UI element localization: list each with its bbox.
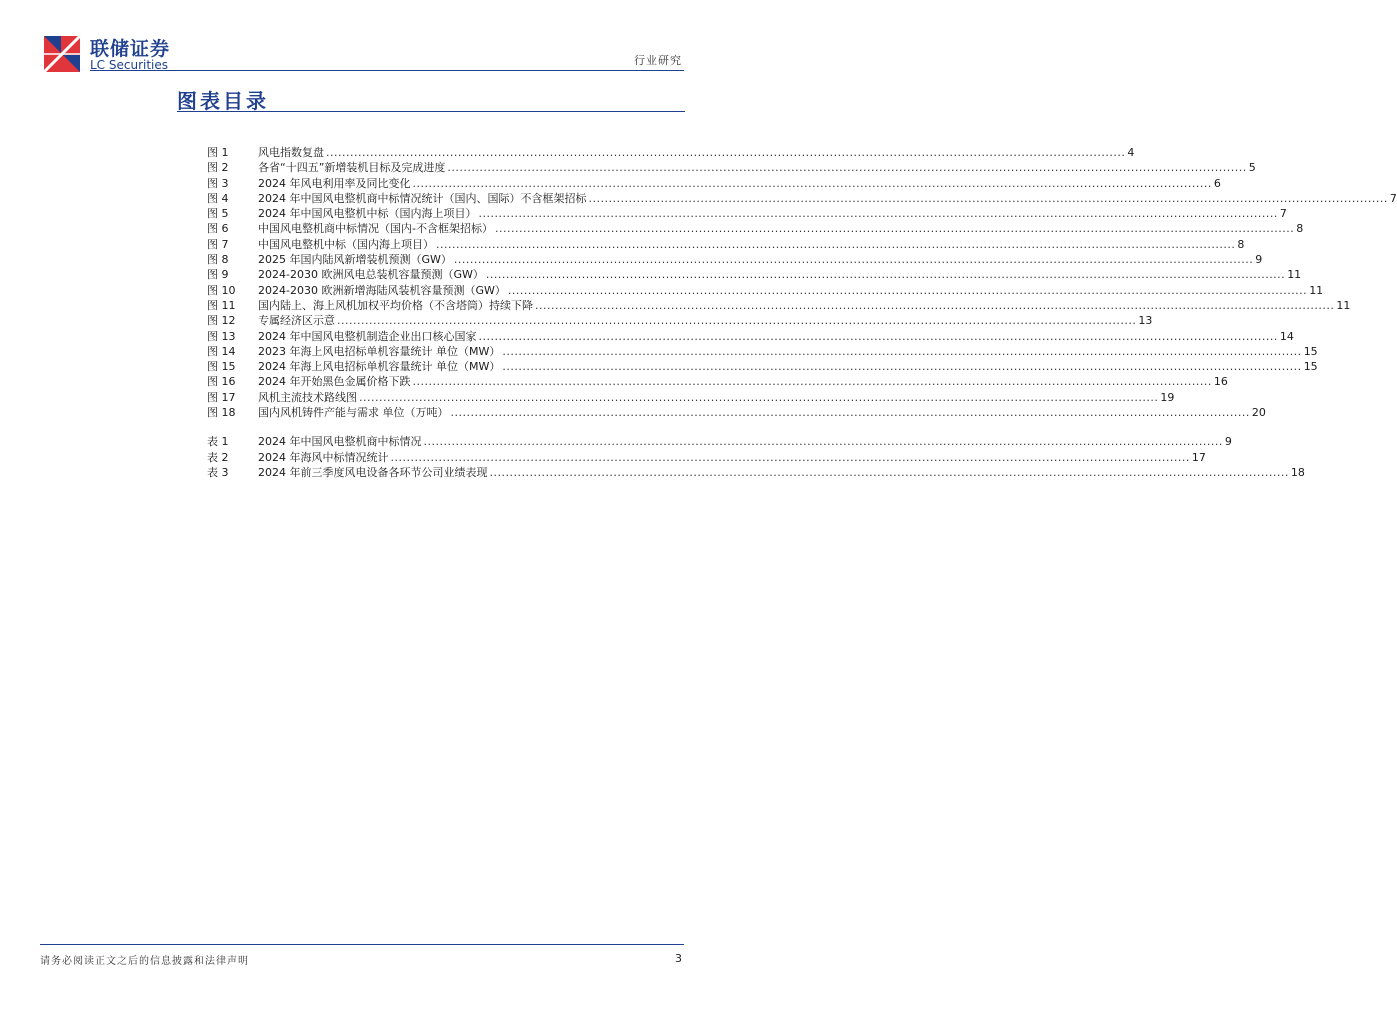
toc-entry-page: 6: [1213, 176, 1221, 190]
toc-entry-page: 8: [1296, 222, 1304, 236]
toc-figure-entry[interactable]: [207, 206, 1287, 221]
toc-entry-title: 国内风机铸件产能与需求 单位（万吨）: [258, 406, 449, 420]
toc-entry-title: 国内陆上、海上风机加权平均价格（不含塔筒）持续下降: [258, 298, 533, 312]
toc-figure-entry[interactable]: [207, 191, 1397, 206]
toc-entry-label: 表 3: [207, 465, 229, 479]
toc-entry-title: 2024 年海风中标情况统计: [258, 450, 389, 464]
toc-entry-label: 表 1: [207, 435, 229, 449]
document-type: 行业研究: [634, 54, 682, 67]
toc-entry-title: 专属经济区示意: [258, 314, 335, 328]
toc-dot-leader: ........................................................................................................................................................................................................: [326, 146, 1126, 159]
toc-entry-label: 图 12: [207, 314, 236, 328]
toc-entry-label: 图 6: [207, 222, 229, 236]
toc-entry-page: 9: [1224, 435, 1232, 449]
toc-figure-entry[interactable]: [207, 237, 1245, 252]
toc-entry-page: 8: [1237, 237, 1245, 251]
toc-list: [207, 145, 1397, 480]
toc-entry-label: 表 2: [207, 450, 229, 464]
toc-entry-label: 图 3: [207, 176, 229, 190]
toc-dot-leader: ........................................................................................................................................................................................................: [390, 450, 1190, 464]
toc-entry-page: 15: [1303, 360, 1318, 374]
toc-figure-entry[interactable]: [207, 221, 1304, 236]
toc-entry-page: 15: [1303, 344, 1318, 358]
toc-entry-page: 11: [1336, 298, 1351, 312]
toc-figure-entry[interactable]: [207, 359, 1318, 374]
toc-entry-page: 18: [1290, 465, 1305, 479]
toc-dot-leader: ........................................................................................................................................................................................................: [489, 465, 1289, 479]
toc-dot-leader: ........................................................................................................................................................................................................: [588, 191, 1388, 205]
toc-figure-entry[interactable]: [207, 313, 1153, 328]
toc-entry-page: 13: [1138, 314, 1153, 328]
toc-entry-label: 图 10: [207, 283, 236, 297]
toc-entry-title: 2024-2030 欧洲新增海陆风装机容量预测（GW）: [258, 283, 506, 297]
toc-entry-title: 中国风电整机商中标情况（国内-不含框架招标）: [258, 222, 493, 236]
toc-table-entry[interactable]: [207, 434, 1232, 449]
toc-entry-title: 2024 年中国风电整机中标（国内海上项目）: [258, 207, 477, 221]
toc-figure-entry[interactable]: [207, 405, 1266, 420]
footer-disclaimer: 请务必阅读正文之后的信息披露和法律声明: [40, 956, 249, 967]
toc-dot-leader: ........................................................................................................................................................................................................: [412, 176, 1212, 190]
toc-entry-page: 9: [1255, 253, 1263, 267]
toc-entry-title: 2024 年中国风电整机制造企业出口核心国家: [258, 329, 477, 343]
toc-dot-leader: ........................................................................................................................................................................................................: [478, 207, 1278, 221]
toc-figure-entry[interactable]: [207, 145, 1135, 160]
toc-figure-entry[interactable]: [207, 267, 1302, 282]
toc-entry-title: 2023 年海上风电招标单机容量统计 单位（MW）: [258, 344, 501, 358]
toc-entry-label: 图 1: [207, 146, 229, 159]
toc-dot-leader: ........................................................................................................................................................................................................: [447, 161, 1247, 175]
toc-entry-title: 2024 年中国风电整机商中标情况统计（国内、国际）不含框架招标: [258, 191, 587, 205]
toc-entry-page: 7: [1389, 191, 1397, 205]
toc-entry-label: 图 8: [207, 253, 229, 267]
toc-entry-title: 2025 年国内陆风新增装机预测（GW）: [258, 253, 452, 267]
toc-entry-page: 20: [1251, 406, 1266, 420]
toc-entry-label: 图 5: [207, 207, 229, 221]
toc-figure-entry[interactable]: [207, 160, 1256, 175]
toc-entry-label: 图 14: [207, 344, 236, 358]
toc-entry-label: 图 15: [207, 360, 236, 374]
toc-entry-title: 风电指数复盘: [258, 146, 324, 159]
toc-entry-page: 5: [1248, 161, 1256, 175]
lc-securities-logo-icon: [44, 36, 80, 72]
toc-table-entry[interactable]: [207, 465, 1305, 480]
toc-entry-label: 图 2: [207, 161, 229, 175]
toc-entry-page: 14: [1279, 329, 1294, 343]
toc-entry-page: 16: [1213, 375, 1228, 389]
toc-dot-leader: ........................................................................................................................................................................................................: [359, 390, 1159, 404]
toc-entry-page: 7: [1279, 207, 1287, 221]
toc-figure-entry[interactable]: [207, 390, 1175, 405]
toc-dot-leader: ........................................................................................................................................................................................................: [337, 314, 1137, 328]
brand-name-cn: 联储证券: [90, 38, 171, 60]
toc-dot-leader: ........................................................................................................................................................................................................: [450, 406, 1250, 420]
title-divider: [177, 111, 685, 112]
toc-entry-title: 2024 年风电利用率及同比变化: [258, 176, 411, 190]
toc-entry-page: 11: [1287, 268, 1302, 282]
toc-dot-leader: ........................................................................................................................................................................................................: [535, 298, 1335, 312]
toc-figure-entry[interactable]: [207, 374, 1228, 389]
page-header: [0, 0, 724, 80]
toc-dot-leader: ........................................................................................................................................................................................................: [494, 222, 1295, 236]
toc-figure-entry[interactable]: [207, 298, 1351, 313]
toc-entry-title: 中国风电整机中标（国内海上项目）: [258, 237, 434, 251]
toc-dot-leader: ........................................................................................................................................................................................................: [453, 253, 1254, 267]
header-divider: [168, 70, 684, 71]
toc-entry-title: 2024-2030 欧洲风电总装机容量预测（GW）: [258, 268, 484, 282]
page-number: 3: [675, 952, 682, 965]
toc-figure-entry[interactable]: [207, 283, 1324, 298]
toc-dot-leader: ........................................................................................................................................................................................................: [485, 268, 1286, 282]
toc-figure-entry[interactable]: [207, 329, 1294, 344]
toc-entry-title: 2024 年前三季度风电设备各环节公司业绩表现: [258, 465, 488, 479]
toc-entry-page: 17: [1191, 450, 1206, 464]
toc-entry-title: 2024 年海上风电招标单机容量统计 单位（MW）: [258, 360, 501, 374]
toc-figure-entry[interactable]: [207, 344, 1318, 359]
toc-table-entry[interactable]: [207, 450, 1206, 465]
toc-entry-title: 2024 年开始黑色金属价格下跌: [258, 375, 411, 389]
toc-dot-leader: ........................................................................................................................................................................................................: [412, 375, 1212, 389]
toc-entry-label: 图 11: [207, 298, 236, 312]
toc-entry-page: 19: [1160, 390, 1175, 404]
toc-figure-entry[interactable]: [207, 176, 1221, 191]
toc-entry-label: 图 4: [207, 191, 229, 205]
header-divider-left: [90, 70, 168, 71]
page-title: 图表目录: [177, 89, 269, 113]
table-list: [207, 434, 1305, 480]
toc-entry-label: 图 7: [207, 237, 229, 251]
toc-entry-label: 图 9: [207, 268, 229, 282]
footer-divider: [40, 944, 684, 945]
toc-dot-leader: ........................................................................................................................................................................................................: [502, 360, 1302, 374]
toc-dot-leader: ........................................................................................................................................................................................................: [478, 329, 1278, 343]
figure-list: [207, 145, 1397, 420]
toc-dot-leader: ........................................................................................................................................................................................................: [436, 237, 1236, 251]
toc-entry-title: 2024 年中国风电整机商中标情况: [258, 435, 422, 449]
toc-spacer: [207, 420, 683, 434]
toc-entry-title: 风机主流技术路线图: [258, 390, 357, 404]
toc-entry-label: 图 17: [207, 390, 236, 404]
toc-dot-leader: ........................................................................................................................................................................................................: [507, 283, 1308, 297]
toc-entry-title: 各省“十四五”新增装机目标及完成进度: [258, 161, 446, 175]
brand-name-en: LC Securities: [90, 58, 169, 72]
toc-dot-leader: ........................................................................................................................................................................................................: [502, 344, 1302, 358]
toc-entry-page: 11: [1309, 283, 1324, 297]
toc-entry-page: 4: [1127, 146, 1135, 159]
toc-entry-label: 图 18: [207, 406, 236, 420]
toc-dot-leader: ........................................................................................................................................................................................................: [423, 435, 1223, 449]
toc-entry-label: 图 16: [207, 375, 236, 389]
toc-entry-label: 图 13: [207, 329, 236, 343]
toc-figure-entry[interactable]: [207, 252, 1263, 267]
